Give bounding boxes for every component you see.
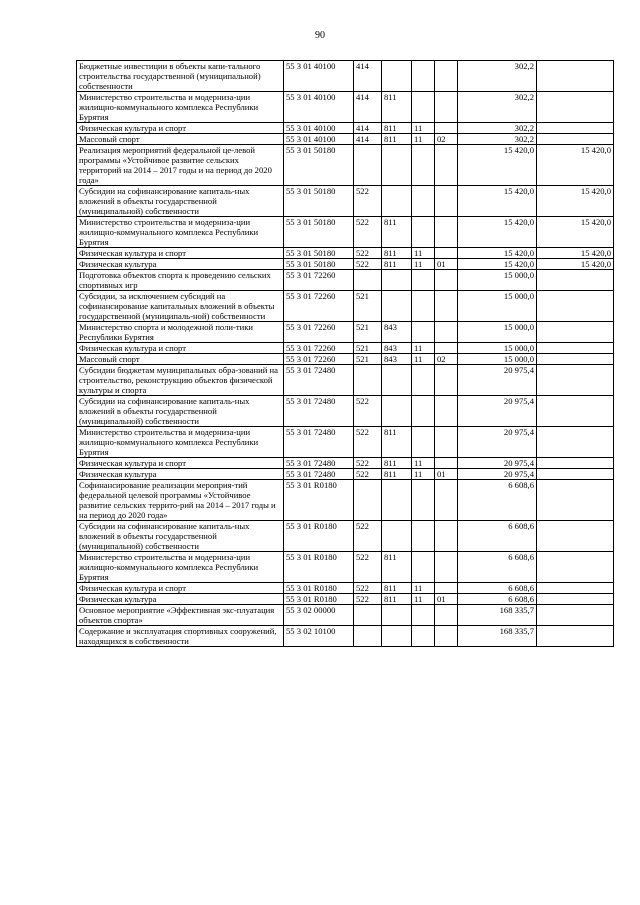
target-code-cell: 55 3 01 72260 — [284, 343, 354, 354]
subsection-cell: 01 — [435, 259, 458, 270]
expense-type-cell: 522 — [354, 248, 382, 259]
target-code-cell: 55 3 01 R0180 — [284, 583, 354, 594]
subsection-cell — [435, 145, 458, 186]
subsection-cell — [435, 92, 458, 123]
amount-federal-cell — [537, 458, 614, 469]
subsection-cell: 02 — [435, 354, 458, 365]
table-row — [77, 259, 614, 270]
row-name-cell: Физическая культура и спорт — [77, 583, 284, 594]
expense-type-cell: 522 — [354, 396, 382, 427]
row-name-cell: Субсидии на софинансирование капиталь-ных вложений в объекты государственной (муниципальной) собственности — [77, 521, 284, 552]
expense-type-cell: 414 — [354, 61, 382, 92]
table-row — [77, 552, 614, 583]
ministry-code-cell — [382, 521, 412, 552]
subsection-cell — [435, 480, 458, 521]
target-code-cell: 55 3 01 72260 — [284, 354, 354, 365]
target-code-cell: 55 3 01 50180 — [284, 259, 354, 270]
table-row — [77, 365, 614, 396]
subsection-cell — [435, 583, 458, 594]
amount-total-cell: 15 420,0 — [458, 186, 537, 217]
subsection-cell — [435, 365, 458, 396]
section-cell: 11 — [412, 248, 435, 259]
amount-federal-cell: 15 420,0 — [537, 248, 614, 259]
table-row — [77, 217, 614, 248]
row-name-cell: Физическая культура и спорт — [77, 343, 284, 354]
page-number: 90 — [315, 30, 325, 41]
ministry-code-cell: 811 — [382, 248, 412, 259]
amount-federal-cell — [537, 594, 614, 605]
section-cell — [412, 396, 435, 427]
amount-total-cell: 15 420,0 — [458, 259, 537, 270]
subsection-cell — [435, 343, 458, 354]
amount-federal-cell — [537, 521, 614, 552]
row-name-cell: Массовый спорт — [77, 134, 284, 145]
expense-type-cell: 522 — [354, 552, 382, 583]
row-name-cell: Физическая культура — [77, 259, 284, 270]
amount-federal-cell — [537, 396, 614, 427]
section-cell: 11 — [412, 583, 435, 594]
section-cell — [412, 186, 435, 217]
section-cell — [412, 291, 435, 322]
row-name-cell: Субсидии на софинансирование капиталь-ных вложений в объекты государственной (муниципальной) собственности — [77, 396, 284, 427]
amount-total-cell: 6 608,6 — [458, 594, 537, 605]
ministry-code-cell: 811 — [382, 427, 412, 458]
ministry-code-cell: 811 — [382, 217, 412, 248]
row-name-cell: Содержание и эксплуатация спортивных сооружений, находящихся в собственности — [77, 626, 284, 647]
ministry-code-cell — [382, 186, 412, 217]
ministry-code-cell — [382, 270, 412, 291]
row-name-cell: Подготовка объектов спорта к проведению сельских спортивных игр — [77, 270, 284, 291]
row-name-cell: Министерство строительства и модерниза-ции жилищно-коммунального комплекса Республики Бурятия — [77, 217, 284, 248]
section-cell — [412, 270, 435, 291]
subsection-cell — [435, 248, 458, 259]
table-row — [77, 123, 614, 134]
table-row — [77, 521, 614, 552]
amount-total-cell: 302,2 — [458, 61, 537, 92]
section-cell — [412, 145, 435, 186]
target-code-cell: 55 3 01 50180 — [284, 217, 354, 248]
target-code-cell: 55 3 01 72260 — [284, 291, 354, 322]
table-row — [77, 583, 614, 594]
amount-federal-cell — [537, 427, 614, 458]
target-code-cell: 55 3 01 72260 — [284, 322, 354, 343]
expense-type-cell — [354, 480, 382, 521]
amount-federal-cell — [537, 365, 614, 396]
row-name-cell: Бюджетные инвестиции в объекты капи-тального строительства государственной (муниципальной) собственности — [77, 61, 284, 92]
expense-type-cell — [354, 605, 382, 626]
ministry-code-cell: 811 — [382, 469, 412, 480]
expense-type-cell — [354, 626, 382, 647]
amount-total-cell: 20 975,4 — [458, 427, 537, 458]
ministry-code-cell — [382, 626, 412, 647]
expense-type-cell: 414 — [354, 123, 382, 134]
amount-total-cell: 15 000,0 — [458, 343, 537, 354]
row-name-cell: Физическая культура и спорт — [77, 248, 284, 259]
subsection-cell — [435, 186, 458, 217]
ministry-code-cell: 811 — [382, 552, 412, 583]
subsection-cell — [435, 322, 458, 343]
table-row — [77, 469, 614, 480]
section-cell — [412, 521, 435, 552]
subsection-cell: 01 — [435, 594, 458, 605]
amount-total-cell: 20 975,4 — [458, 458, 537, 469]
amount-total-cell: 302,2 — [458, 134, 537, 145]
table-row — [77, 626, 614, 647]
target-code-cell: 55 3 01 R0180 — [284, 552, 354, 583]
expense-type-cell: 414 — [354, 92, 382, 123]
ministry-code-cell: 843 — [382, 322, 412, 343]
row-name-cell: Физическая культура и спорт — [77, 458, 284, 469]
row-name-cell: Физическая культура и спорт — [77, 123, 284, 134]
amount-federal-cell: 15 420,0 — [537, 259, 614, 270]
table-row — [77, 61, 614, 92]
amount-federal-cell — [537, 605, 614, 626]
ministry-code-cell — [382, 291, 412, 322]
amount-total-cell: 15 420,0 — [458, 217, 537, 248]
target-code-cell: 55 3 01 72480 — [284, 458, 354, 469]
table-row — [77, 322, 614, 343]
amount-federal-cell — [537, 270, 614, 291]
amount-federal-cell — [537, 552, 614, 583]
target-code-cell: 55 3 02 10100 — [284, 626, 354, 647]
ministry-code-cell: 811 — [382, 134, 412, 145]
row-name-cell: Субсидии бюджетам муниципальных обра-зований на строительство, реконструкцию объектов физической культуры и спорта — [77, 365, 284, 396]
section-cell — [412, 480, 435, 521]
table-row — [77, 186, 614, 217]
target-code-cell: 55 3 01 R0180 — [284, 594, 354, 605]
subsection-cell: 02 — [435, 134, 458, 145]
section-cell — [412, 61, 435, 92]
subsection-cell — [435, 521, 458, 552]
ministry-code-cell: 811 — [382, 92, 412, 123]
section-cell: 11 — [412, 343, 435, 354]
amount-total-cell: 6 608,6 — [458, 521, 537, 552]
expense-type-cell: 522 — [354, 427, 382, 458]
budget-table — [76, 60, 614, 647]
table-row — [77, 291, 614, 322]
section-cell — [412, 217, 435, 248]
row-name-cell: Физическая культура — [77, 594, 284, 605]
row-name-cell: Массовый спорт — [77, 354, 284, 365]
section-cell: 11 — [412, 354, 435, 365]
amount-federal-cell: 15 420,0 — [537, 186, 614, 217]
amount-total-cell: 15 420,0 — [458, 248, 537, 259]
subsection-cell — [435, 396, 458, 427]
row-name-cell: Реализация мероприятий федеральной це-левой программы «Устойчивое развитие сельских территорий на 2014 – 2017 годы и на период до 2020 года» — [77, 145, 284, 186]
expense-type-cell: 522 — [354, 458, 382, 469]
amount-total-cell: 302,2 — [458, 92, 537, 123]
target-code-cell: 55 3 01 40100 — [284, 123, 354, 134]
amount-total-cell: 20 975,4 — [458, 396, 537, 427]
amount-total-cell: 302,2 — [458, 123, 537, 134]
section-cell — [412, 626, 435, 647]
expense-type-cell: 522 — [354, 469, 382, 480]
section-cell: 11 — [412, 259, 435, 270]
amount-federal-cell — [537, 92, 614, 123]
ministry-code-cell: 811 — [382, 259, 412, 270]
subsection-cell — [435, 626, 458, 647]
row-name-cell: Министерство строительства и модерниза-ции жилищно-коммунального комплекса Республики Бурятия — [77, 552, 284, 583]
target-code-cell: 55 3 02 00000 — [284, 605, 354, 626]
table-row — [77, 248, 614, 259]
target-code-cell: 55 3 01 40100 — [284, 61, 354, 92]
amount-total-cell: 20 975,4 — [458, 469, 537, 480]
table-row — [77, 427, 614, 458]
table-body — [77, 61, 614, 647]
amount-federal-cell — [537, 469, 614, 480]
target-code-cell: 55 3 01 50180 — [284, 145, 354, 186]
section-cell — [412, 552, 435, 583]
ministry-code-cell — [382, 480, 412, 521]
target-code-cell: 55 3 01 40100 — [284, 92, 354, 123]
expense-type-cell: 521 — [354, 291, 382, 322]
ministry-code-cell: 811 — [382, 458, 412, 469]
amount-total-cell: 6 608,6 — [458, 480, 537, 521]
amount-federal-cell — [537, 291, 614, 322]
expense-type-cell: 521 — [354, 343, 382, 354]
amount-total-cell: 20 975,4 — [458, 365, 537, 396]
table-row — [77, 134, 614, 145]
amount-total-cell: 6 608,6 — [458, 552, 537, 583]
subsection-cell — [435, 123, 458, 134]
expense-type-cell — [354, 145, 382, 186]
amount-total-cell: 168 335,7 — [458, 626, 537, 647]
ministry-code-cell — [382, 145, 412, 186]
expense-type-cell: 522 — [354, 217, 382, 248]
ministry-code-cell — [382, 605, 412, 626]
section-cell: 11 — [412, 123, 435, 134]
target-code-cell: 55 3 01 40100 — [284, 134, 354, 145]
target-code-cell: 55 3 01 72260 — [284, 270, 354, 291]
subsection-cell — [435, 427, 458, 458]
subsection-cell — [435, 61, 458, 92]
section-cell: 11 — [412, 469, 435, 480]
ministry-code-cell: 843 — [382, 354, 412, 365]
subsection-cell — [435, 552, 458, 583]
table-row — [77, 594, 614, 605]
ministry-code-cell — [382, 365, 412, 396]
amount-total-cell: 15 000,0 — [458, 354, 537, 365]
ministry-code-cell: 811 — [382, 583, 412, 594]
ministry-code-cell — [382, 396, 412, 427]
table-row — [77, 343, 614, 354]
row-name-cell: Министерство строительства и модерниза-ции жилищно-коммунального комплекса Республики Бурятия — [77, 92, 284, 123]
target-code-cell: 55 3 01 72480 — [284, 365, 354, 396]
expense-type-cell: 522 — [354, 583, 382, 594]
target-code-cell: 55 3 01 50180 — [284, 248, 354, 259]
amount-federal-cell — [537, 343, 614, 354]
section-cell — [412, 322, 435, 343]
amount-federal-cell — [537, 61, 614, 92]
expense-type-cell: 522 — [354, 259, 382, 270]
target-code-cell: 55 3 01 72480 — [284, 469, 354, 480]
ministry-code-cell: 843 — [382, 343, 412, 354]
amount-total-cell: 168 335,7 — [458, 605, 537, 626]
amount-federal-cell: 15 420,0 — [537, 217, 614, 248]
amount-total-cell: 15 000,0 — [458, 291, 537, 322]
ministry-code-cell — [382, 61, 412, 92]
row-name-cell: Софинансирование реализации мероприя-тий федеральной целевой программы «Устойчивое развитие сельских террито-рий на 2014 – 2017 годы и на период до 2020 года» — [77, 480, 284, 521]
amount-total-cell: 6 608,6 — [458, 583, 537, 594]
section-cell: 11 — [412, 134, 435, 145]
expense-type-cell: 522 — [354, 521, 382, 552]
section-cell: 11 — [412, 458, 435, 469]
table-row — [77, 354, 614, 365]
section-cell: 11 — [412, 594, 435, 605]
section-cell — [412, 427, 435, 458]
section-cell — [412, 605, 435, 626]
section-cell — [412, 365, 435, 396]
table-row — [77, 605, 614, 626]
row-name-cell: Основное мероприятие «Эффективная экс-плуатация объектов спорта» — [77, 605, 284, 626]
subsection-cell — [435, 291, 458, 322]
amount-federal-cell — [537, 354, 614, 365]
amount-federal-cell — [537, 123, 614, 134]
target-code-cell: 55 3 01 72480 — [284, 427, 354, 458]
table-row — [77, 270, 614, 291]
expense-type-cell: 522 — [354, 594, 382, 605]
expense-type-cell: 521 — [354, 354, 382, 365]
subsection-cell — [435, 605, 458, 626]
expense-type-cell: 522 — [354, 186, 382, 217]
table-row — [77, 145, 614, 186]
expense-type-cell: 521 — [354, 322, 382, 343]
row-name-cell: Физическая культура — [77, 469, 284, 480]
table-row — [77, 458, 614, 469]
target-code-cell: 55 3 01 R0180 — [284, 480, 354, 521]
expense-type-cell — [354, 365, 382, 396]
expense-type-cell — [354, 270, 382, 291]
subsection-cell — [435, 270, 458, 291]
subsection-cell — [435, 217, 458, 248]
amount-total-cell: 15 000,0 — [458, 322, 537, 343]
row-name-cell: Министерство строительства и модерниза-ции жилищно-коммунального комплекса Республики Бурятия — [77, 427, 284, 458]
amount-federal-cell — [537, 626, 614, 647]
target-code-cell: 55 3 01 R0180 — [284, 521, 354, 552]
amount-federal-cell — [537, 583, 614, 594]
section-cell — [412, 92, 435, 123]
amount-total-cell: 15 000,0 — [458, 270, 537, 291]
row-name-cell: Министерство спорта и молодежной поли-тики Республики Бурятия — [77, 322, 284, 343]
subsection-cell — [435, 458, 458, 469]
table-row — [77, 396, 614, 427]
amount-federal-cell — [537, 322, 614, 343]
subsection-cell: 01 — [435, 469, 458, 480]
row-name-cell: Субсидии на софинансирование капиталь-ных вложений в объекты государственной (муниципальной) собственности — [77, 186, 284, 217]
amount-federal-cell — [537, 480, 614, 521]
row-name-cell: Субсидии, за исключением субсидий на софинансирование капитальных вложений в объекты государственной (муниципаль-ной) собственности — [77, 291, 284, 322]
table-row — [77, 92, 614, 123]
ministry-code-cell: 811 — [382, 123, 412, 134]
table-row — [77, 480, 614, 521]
amount-federal-cell — [537, 134, 614, 145]
amount-total-cell: 15 420,0 — [458, 145, 537, 186]
target-code-cell: 55 3 01 50180 — [284, 186, 354, 217]
expense-type-cell: 414 — [354, 134, 382, 145]
amount-federal-cell: 15 420,0 — [537, 145, 614, 186]
ministry-code-cell: 811 — [382, 594, 412, 605]
target-code-cell: 55 3 01 72480 — [284, 396, 354, 427]
